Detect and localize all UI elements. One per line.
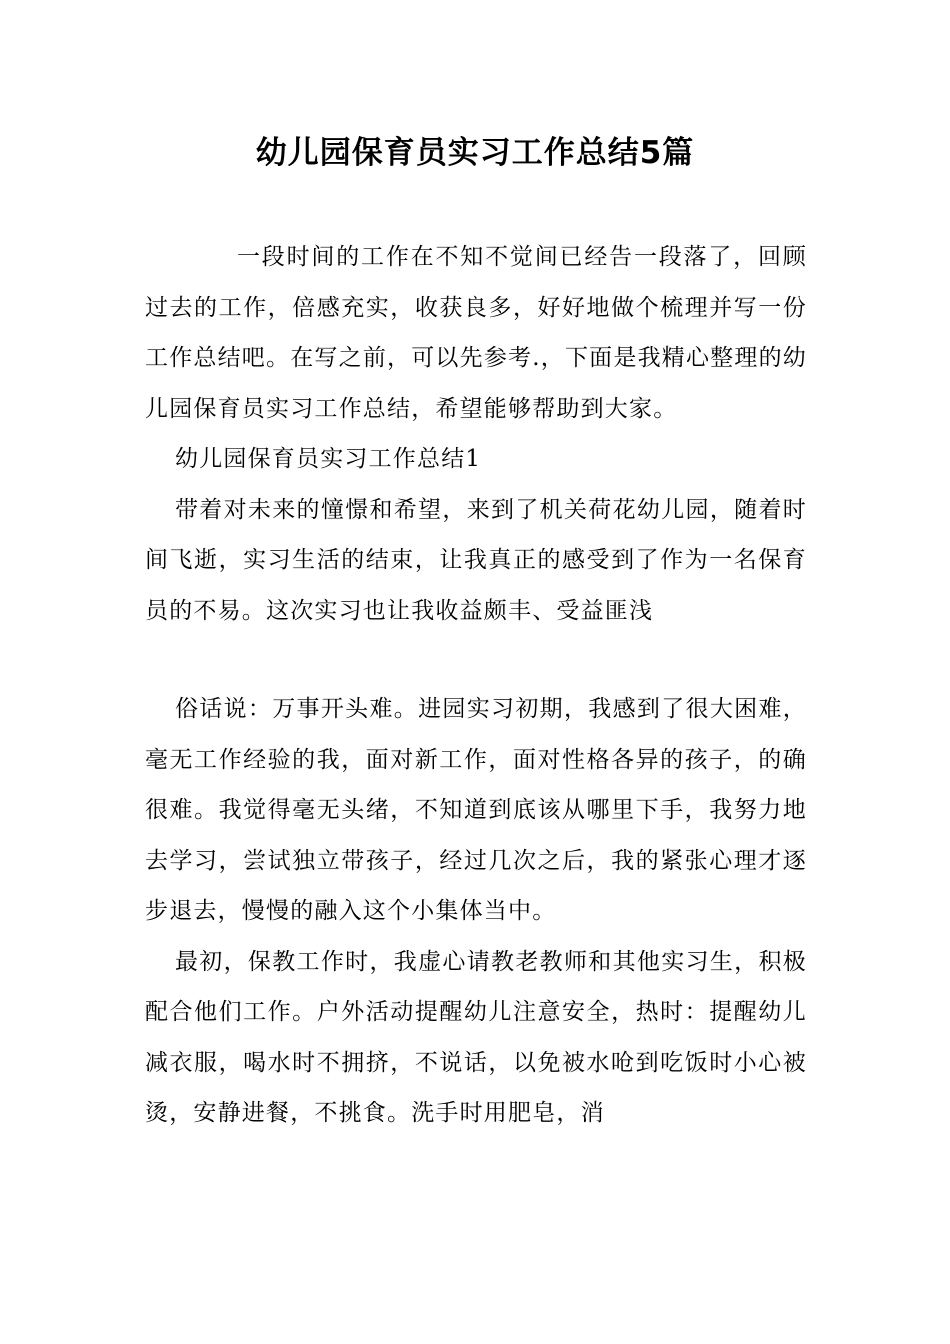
document-body <box>145 232 807 1139</box>
body-paragraph: 俗话说：万事开头难。进园实习初期，我感到了很大困难，毫无工作经验的我，面对新工作，面对性格各异的孩子，的确很难。我觉得毫无头绪，不知道到底该从哪里下手，我努力地去学习，尝试独立带孩子，经过几次之后，我的紧张心理才逐步退去，慢慢的融入这个小集体当中。 <box>145 696 807 924</box>
document-title: 幼儿园保育员实习工作总结5篇 <box>255 135 695 171</box>
intro-paragraph: 一段时间的工作在不知不觉间已经告一段落了，回顾过去的工作，倍感充实，收获良多，好好地做个梳理并写一份工作总结吧。在写之前，可以先参考.，下面是我精心整理的幼儿园保育员实习工作总结，希望能够帮助到大家。 <box>145 244 807 422</box>
paragraph-gap <box>145 636 807 684</box>
body-paragraph: 最初，保教工作时，我虚心请教老教师和其他实习生，积极配合他们工作。户外活动提醒幼儿注意安全，热时：提醒幼儿减衣服，喝水时不拥挤，不说话，以免被水呛到吃饭时小心被烫，安静进餐，不挑食。洗手时用肥皂，消 <box>145 948 807 1126</box>
section-heading: 幼儿园保育员实习工作总结1 <box>175 446 482 472</box>
body-paragraph: 带着对未来的憧憬和希望，来到了机关荷花幼儿园，随着时间飞逝，实习生活的结束，让我真正的感受到了作为一名保育员的不易。这次实习也让我收益颇丰、受益匪浅 <box>145 496 807 624</box>
